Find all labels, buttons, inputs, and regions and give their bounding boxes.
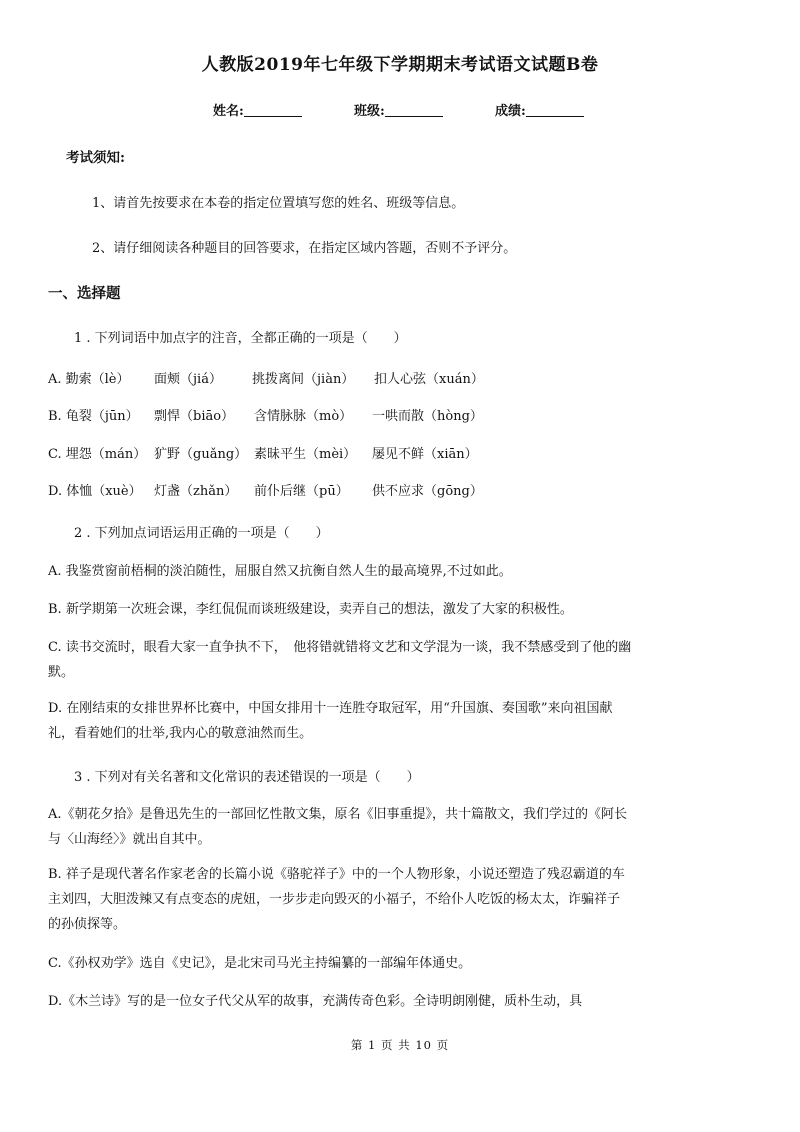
question-1-option-a bbox=[0, 368, 800, 388]
page-number: 第 1 页 共 10 页 bbox=[350, 1038, 450, 1052]
option-segment: 供不应求（gōng） bbox=[372, 484, 483, 499]
name-blank[interactable] bbox=[244, 102, 302, 117]
option-segment: C. 埋怨（mán） bbox=[48, 447, 147, 462]
score-blank[interactable] bbox=[526, 102, 584, 117]
class-label: 班级: bbox=[354, 104, 385, 119]
question-3-option-b: B. 祥子是现代著名作家老舍的长篇小说《骆驼祥子》中的一个人物形象，小说还塑造了残忍霸道的车主刘四，大胆泼辣又有点变态的虎妞，一步步走向毁灭的小福子，不给仆人吃饭的杨太太，诈骗祥子的孙侦探等。 bbox=[48, 867, 625, 932]
option-segment: 前仆后继（pū） bbox=[254, 484, 349, 499]
question-3-option-d: D.《木兰诗》写的是一位女子代父从军的故事，充满传奇色彩。全诗明朗刚健，质朴生动，具 bbox=[48, 994, 583, 1009]
option-segment: 素昧平生（mèi） bbox=[254, 447, 357, 462]
option-segment: 挑拨离间（jiàn） bbox=[252, 372, 355, 387]
question-1-option-c bbox=[0, 443, 800, 463]
option-segment: 屡见不鲜（xiān） bbox=[372, 447, 478, 462]
question-2-option-d: D. 在刚结束的女排世界杯比赛中，中国女排用十一连胜夺取冠军，用“升国旗、奏国歌”来向祖国献礼，看着她们的壮举,我内心的敬意油然而生。 bbox=[48, 701, 613, 741]
question-2-option-a: A. 我鉴赏窗前梧桐的淡泊随性，屈服自然又抗衡自然人生的最高境界,不过如此。 bbox=[48, 564, 512, 579]
option-segment: B. 龟裂（jūn） bbox=[48, 409, 139, 424]
page-title: 人教版2019年七年级下学期期末考试语文试题B卷 bbox=[201, 55, 599, 75]
option-segment: A. 勤索（lè） bbox=[48, 372, 130, 387]
notice-item: 2、请仔细阅读各种题目的回答要求，在指定区域内答题，否则不予评分。 bbox=[92, 241, 517, 256]
question-2-stem: 2 . 下列加点词语运用正确的一项是（ ） bbox=[74, 526, 329, 541]
option-segment: 面颊（jiá） bbox=[154, 372, 222, 387]
question-3-stem: 3 . 下列对有关名著和文化常识的表述错误的一项是（ ） bbox=[74, 770, 420, 785]
score-field[interactable] bbox=[495, 100, 584, 119]
question-2-option-b: B. 新学期第一次班会课，李红侃侃而谈班级建设，卖弄自己的想法，激发了大家的积极性。 bbox=[48, 602, 573, 617]
option-segment: D. 体恤（xuè） bbox=[48, 484, 142, 499]
option-segment: 灯盏（zhǎn） bbox=[154, 484, 238, 499]
question-1-option-b bbox=[0, 405, 800, 425]
question-3-option-a: A.《朝花夕拾》是鲁迅先生的一部回忆性散文集，原名《旧事重提》，共十篇散文，我们学过的《阿长与〈山海经〉》就出自其中。 bbox=[48, 807, 628, 847]
option-segment: 一哄而散（hòng） bbox=[372, 409, 483, 424]
question-3-option-c: C.《孙权劝学》选自《史记》，是北宋司马光主持编纂的一部编年体通史。 bbox=[48, 956, 472, 971]
question-2-option-c: C. 读书交流时，眼看大家一直争执不下， 他将错就错将文艺和文学混为一谈，我不禁感受到了他的幽默。 bbox=[48, 640, 632, 680]
question-1-option-d bbox=[0, 480, 800, 500]
option-segment: 含情脉脉（mò） bbox=[254, 409, 353, 424]
score-label: 成绩: bbox=[495, 104, 526, 119]
option-segment: 扣人心弦（xuán） bbox=[374, 372, 484, 387]
notice-heading: 考试须知: bbox=[66, 150, 125, 166]
option-segment: 犷野（guǎng） bbox=[154, 447, 248, 462]
name-field[interactable] bbox=[213, 100, 302, 119]
option-segment: 剽悍（biāo） bbox=[154, 409, 235, 424]
notice-item: 1、请首先按要求在本卷的指定位置填写您的姓名、班级等信息。 bbox=[92, 196, 465, 211]
section-heading: 一、选择题 bbox=[48, 285, 121, 302]
question-1-stem: 1 . 下列词语中加点字的注音，全都正确的一项是（ ） bbox=[74, 331, 407, 346]
class-blank[interactable] bbox=[385, 102, 443, 117]
class-field[interactable] bbox=[354, 100, 443, 119]
name-label: 姓名: bbox=[213, 104, 244, 119]
